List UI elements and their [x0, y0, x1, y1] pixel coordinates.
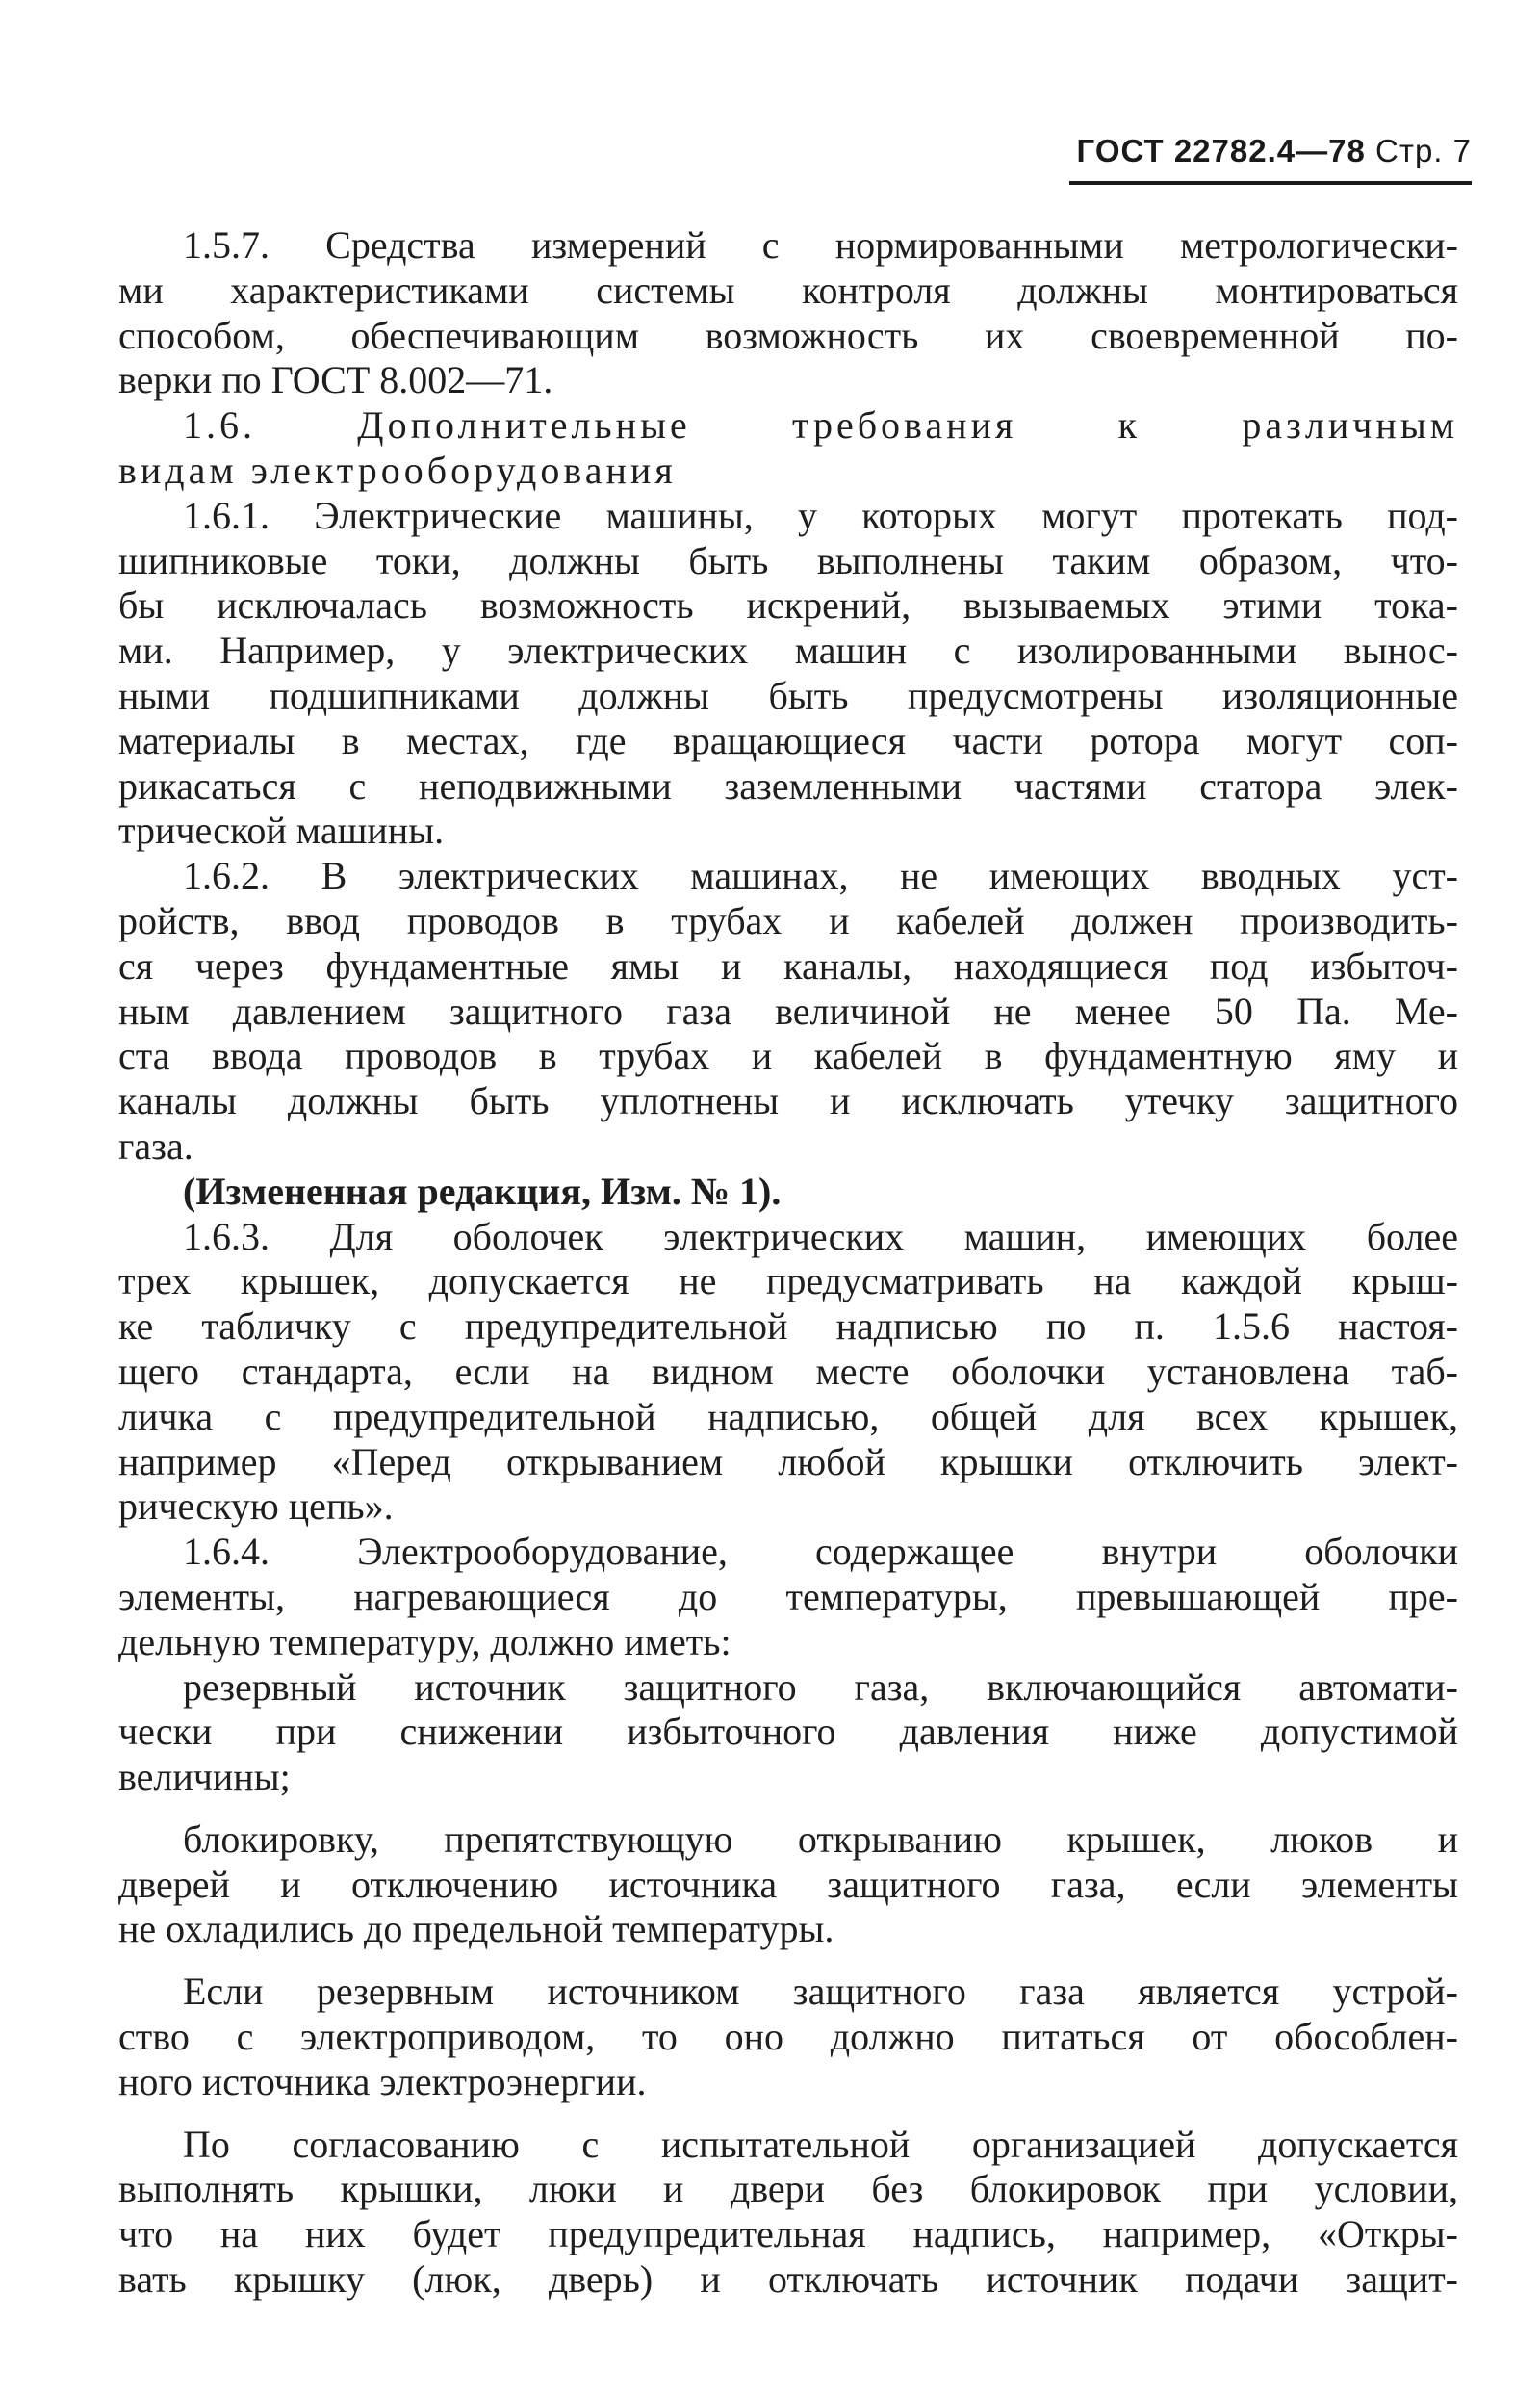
text-line: дверей и отключению источника защитного газа, если элементы — [118, 1862, 1458, 1906]
text-line: рикасаться с неподвижными заземленными частями статора элек- — [118, 763, 1458, 808]
paragraph-1-5-7 — [118, 223, 1458, 403]
paragraph-agreement — [118, 2123, 1458, 2303]
text-line: По согласованию с испытательной организацией допускается — [183, 2122, 1458, 2166]
text-line: шипниковые токи, должны быть выполнены таким образом, что- — [118, 538, 1458, 582]
paragraph-1-6-2 — [118, 854, 1458, 1170]
paragraph-gap — [118, 1952, 1458, 1970]
text-line: что на них будет предупредительная надпись, например, «Откры- — [118, 2212, 1458, 2256]
text-line: величины; — [118, 1755, 291, 1799]
header-rule — [1069, 181, 1472, 185]
text-line: способом, обеспечивающим возможность их своевременной по- — [118, 313, 1458, 357]
page-number: Стр. 7 — [1375, 133, 1472, 168]
text-line: верки по ГОСТ 8.002—71. — [118, 358, 553, 402]
text-line: выполнять крышки, люки и двери без блокировок при условии, — [118, 2167, 1458, 2211]
text-line: дельную температуру, должно иметь: — [118, 1619, 732, 1663]
paragraph-gap — [118, 2105, 1458, 2123]
text-line: блокировку, препятствующую открыванию крышек, люков и — [183, 1817, 1458, 1861]
amendment-note — [118, 1170, 1458, 1215]
text-line: например «Перед открыванием любой крышки отключить элект- — [118, 1439, 1458, 1483]
text-line: трех крышек, допускается не предусматривать на каждой крыш- — [118, 1259, 1458, 1303]
text-line: бы исключалась возможность искрений, вызываемых этими тока- — [118, 583, 1458, 628]
text-line: резервный источник защитного газа, включающийся автомати- — [183, 1664, 1458, 1709]
paragraph-gap — [118, 1800, 1458, 1817]
page-header — [1077, 133, 1472, 169]
paragraph-reserve-source — [118, 1665, 1458, 1800]
heading-line: 1.6. Дополнительные требования к различным — [183, 403, 1458, 448]
text-line: ста ввода проводов в трубах и кабелей в фундаментную яму и — [118, 1034, 1458, 1078]
paragraph-1-6-4 — [118, 1530, 1458, 1664]
text-line: чески при снижении избыточного давления ниже допустимой — [118, 1710, 1458, 1754]
text-line: 1.6.2. В электрических машинах, не имеющих вводных уст- — [183, 854, 1458, 898]
text-line: ми. Например, у электрических машин с изолированными вынос- — [118, 629, 1458, 673]
text-line: не охладились до предельной температуры. — [118, 1907, 834, 1951]
paragraph-electric-drive — [118, 1970, 1458, 2104]
text-line: 1.6.4. Электрооборудование, содержащее внутри оболочки — [183, 1530, 1458, 1574]
amendment-line: (Измененная редакция, Изм. № 1). — [183, 1169, 782, 1213]
paragraph-1-6-1 — [118, 494, 1458, 854]
text-line: ке табличку с предупредительной надписью по п. 1.5.6 настоя- — [118, 1304, 1458, 1349]
text-line: трической машины. — [118, 809, 445, 853]
text-line: рическую цепь». — [118, 1484, 394, 1529]
text-line: материалы в местах, где вращающиеся части ротора могут соп- — [118, 718, 1458, 762]
text-line: ными подшипниками должны быть предусмотрены изоляционные — [118, 673, 1458, 717]
text-line: ным давлением защитного газа величиной не менее 50 Па. Ме- — [118, 989, 1458, 1033]
text-line: 1.6.1. Электрические машины, у которых могут протекать под- — [183, 493, 1458, 537]
text-line: 1.5.7. Средства измерений с нормированными метрологически- — [183, 223, 1458, 267]
text-line: ся через фундаментные ямы и каналы, находящиеся под избыточ- — [118, 943, 1458, 988]
text-line: ство с электроприводом, то оно должно питаться от обособлен- — [118, 2015, 1458, 2059]
text-line: газа. — [118, 1123, 193, 1168]
text-line: ного источника электроэнергии. — [118, 2059, 647, 2103]
text-line: элементы, нагревающиеся до температуры, превышающей пре- — [118, 1574, 1458, 1618]
text-line: ройств, ввод проводов в трубах и кабелей должен производить- — [118, 898, 1458, 942]
text-line: вать крышку (люк, дверь) и отключать источник подачи защит- — [118, 2257, 1458, 2302]
text-line: ми характеристиками системы контроля должны монтироваться — [118, 268, 1458, 312]
text-line: личка с предупредительной надписью, общей для всех крышек, — [118, 1394, 1458, 1438]
paragraph-interlock — [118, 1817, 1458, 1952]
text-line: 1.6.3. Для оболочек электрических машин, имеющих более — [183, 1214, 1458, 1258]
paragraph-1-6-3 — [118, 1215, 1458, 1531]
section-heading-1-6 — [118, 403, 1458, 494]
document-body — [118, 223, 1458, 2303]
heading-line: видам электрооборудования — [118, 448, 677, 492]
text-line: щего стандарта, если на видном месте оболочки установлена таб- — [118, 1349, 1458, 1393]
text-line: каналы должны быть уплотнены и исключать утечку защитного — [118, 1079, 1458, 1123]
text-line: Если резервным источником защитного газа является устрой- — [183, 1970, 1458, 2014]
standard-number: ГОСТ 22782.4—78 — [1076, 133, 1366, 168]
